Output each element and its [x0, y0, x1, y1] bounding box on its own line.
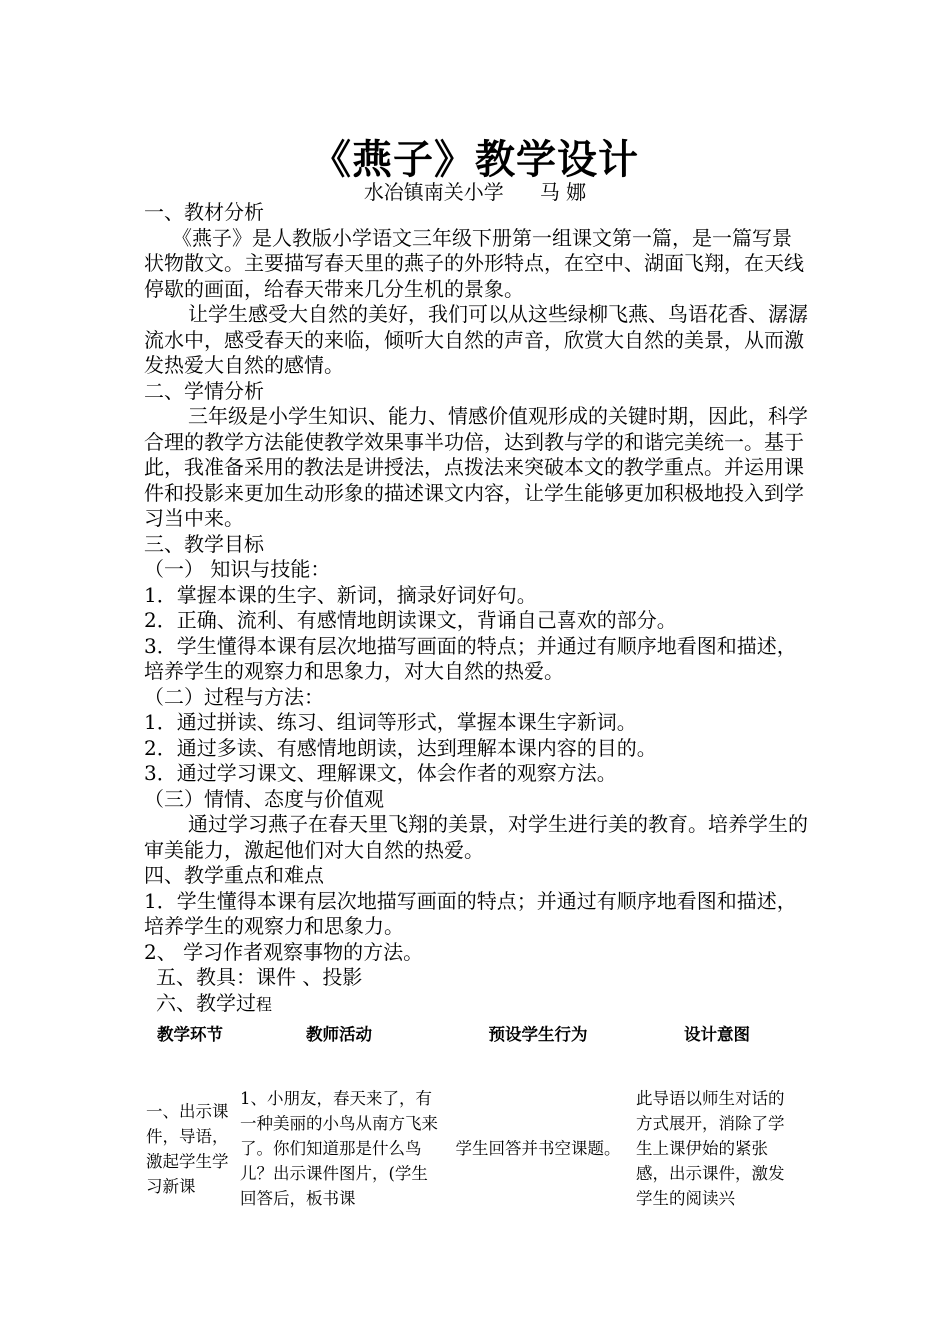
list-item: 1．通过拼读、练习、组词等形式，掌握本课生字新词。 [144, 710, 637, 734]
list-item: 1．学生懂得本课有层次地描写画面的特点；并通过有顺序地看图和描述，培养学生的观察力和思象力。 [144, 888, 797, 938]
list-item: 2．正确、流利、有感情地朗读课文，背诵自己喜欢的部分。 [144, 608, 677, 632]
list-item: 3．学生懂得本课有层次地描写画面的特点；并通过有顺序地看图和描述，培养学生的观察力和思象力，对大自然的热爱。 [144, 633, 797, 683]
table-row [144, 1086, 800, 1211]
section-teaching-aids: 五、教具：课件 、投影 [156, 965, 363, 989]
table-header-row [144, 1016, 800, 1050]
process-heading-tail: 程 [256, 994, 273, 1014]
table-spacer-row [144, 1050, 800, 1086]
list-item: 2．通过多读、有感情地朗读，达到理解本课内容的目的。 [144, 735, 657, 760]
cell-teacher-activity: 1、小朋友，春天来了，有一种美丽的小鸟从南方飞来了。你们知道那是什么鸟儿？出示课件图片，(学生回答后，板书课 [240, 1089, 438, 1208]
list-item: 2、 学习作者观察事物的方法。 [144, 939, 424, 964]
process-heading-main: 六、教学过 [156, 990, 256, 1015]
column-header-teacher: 教师活动 [306, 1025, 372, 1044]
subheading-values: （三）情情、态度与价值观 [144, 786, 384, 811]
document-title: 《燕子》教学设计 [311, 136, 639, 183]
school-name: 水冶镇南关小学 [363, 180, 504, 204]
author-name: 马 娜 [539, 180, 587, 204]
column-header-student: 预设学生行为 [488, 1025, 588, 1044]
subheading-knowledge: （一） 知识与技能： [144, 557, 331, 581]
cell-stage: 一、出示课件，导语，激起学生学习新课 [146, 1101, 229, 1196]
paragraph-material-1: 《燕子》是人教版小学语文三年级下册第一组课文第一篇，是一篇写景状物散文。主要描写春天里的燕子的外形特点，在空中、湖面飞翔，在天线停歇的画面，给春天带来几分生机的景象。 [144, 225, 804, 301]
list-item: 3．通过学习课文、理解课文，体会作者的观察方法。 [144, 761, 617, 785]
paragraph-students: 三年级是小学生知识、能力、情感价值观形成的关键时期，因此，科学合理的教学方法能使教学效果事半功倍，达到教与学的和谐完美统一。基于此，我准备采用的教法是讲授法，点拨法来突破本文的教学重点。并运用课件和投影来更加生动形象的描述课文内容，让学生能够更加积极地投入到学习当中来。 [144, 404, 808, 530]
section-heading-goals: 三、教学目标 [144, 531, 264, 556]
column-header-intent: 设计意图 [684, 1025, 750, 1044]
column-header-stage: 教学环节 [157, 1025, 223, 1044]
paragraph-material-2: 让学生感受大自然的美好，我们可以从这些绿柳飞燕、鸟语花香、潺潺流水中，感受春天的来临，倾听大自然的声音，欣赏大自然的美景，从而激发热爱大自然的感情。 [144, 302, 808, 377]
paragraph-values: 通过学习燕子在春天里飞翔的美景，对学生进行美的教育。培养学生的审美能力，激起他们对大自然的热爱。 [144, 812, 808, 862]
subheading-process: （二）过程与方法： [144, 684, 324, 709]
section-heading-key-points: 四、教学重点和难点 [144, 863, 324, 887]
section-heading-students: 二、学情分析 [144, 378, 264, 403]
section-heading-process [144, 991, 808, 1018]
section-heading-material: 一、教材分析 [144, 200, 264, 224]
teaching-process-table [144, 1016, 800, 1211]
cell-student-behavior: 学生回答并书空课题。 [455, 1139, 621, 1158]
document-body [144, 200, 808, 1017]
cell-design-intent: 此导语以师生对话的方式展开，消除了学生上课伊始的紧张感，出示课件，激发学生的阅读兴 [636, 1089, 785, 1208]
list-item: 1．掌握本课的生字、新词，摘录好词好句。 [144, 582, 537, 607]
